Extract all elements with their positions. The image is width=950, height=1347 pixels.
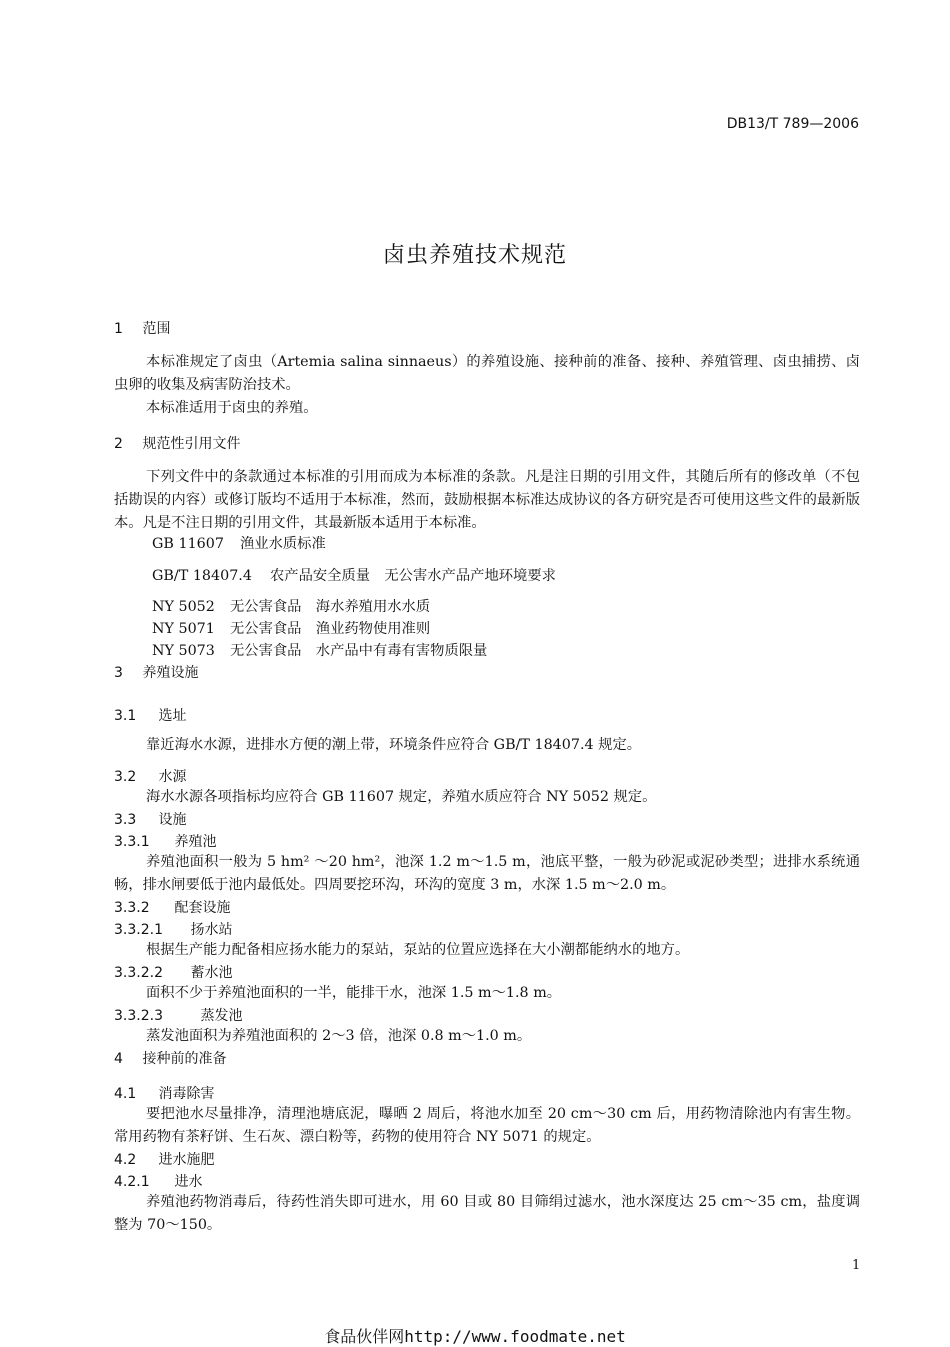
- reference-title: 无公害食品 水产品中有毒有害物质限量: [230, 643, 488, 659]
- section-title: 养殖池: [174, 834, 217, 850]
- footer-site-name: 食品伙伴网: [324, 1327, 405, 1346]
- section-number: 4: [114, 1051, 123, 1067]
- section-number: 3.2: [114, 769, 137, 785]
- subsection-4-1-heading: [114, 1083, 214, 1103]
- document-title: 卤虫养殖技术规范: [382, 243, 567, 268]
- subsection-3-2-heading: [114, 766, 186, 786]
- subsection-3-3-2-3-paragraph: 蒸发池面积为养殖池面积的 2～3 倍，池深 0.8 m～1.0 m。: [146, 1028, 532, 1044]
- subsection-3-3-2-2-paragraph: 面积不少于养殖池面积的一半，能排干水，池深 1.5 m～1.8 m。: [146, 985, 562, 1001]
- section-number: 3.1: [114, 708, 137, 724]
- section-1-paragraph-2: 本标准适用于卤虫的养殖。: [146, 400, 318, 416]
- reference-item: [152, 640, 487, 660]
- reference-code: NY 5073: [152, 643, 215, 659]
- section-number: 3: [114, 665, 123, 681]
- section-number: 4.2: [114, 1152, 137, 1168]
- subsection-3-3-2-1-heading: [114, 919, 232, 939]
- section-3-heading: [114, 662, 198, 682]
- subsection-3-3-1-paragraph: 养殖池面积一般为 5 hm² ～20 hm²，池深 1.2 m～1.5 m，池底平整，一般为砂泥或泥砂类型；进排水系统通畅，排水闸要低于池内最低处。四周要挖环沟，环沟的宽度 3 m，水深 1.5 m～2.0 m。: [114, 854, 860, 893]
- section-title: 消毒除害: [158, 1086, 215, 1102]
- subsection-3-1-paragraph: 靠近海水水源，进排水方便的潮上带，环境条件应符合 GB/T 18407.4 规定。: [146, 737, 642, 753]
- reference-item: [152, 596, 430, 616]
- reference-item: [152, 533, 326, 553]
- subsection-3-3-2-2-heading: [114, 962, 232, 982]
- section-1-paragraph-1: 本标准规定了卤虫（Artemia salina sinnaeus）的养殖设施、接种前的准备、接种、养殖管理、卤虫捕捞、卤虫卵的收集及病害防治技术。: [114, 354, 860, 393]
- reference-title: 无公害食品 渔业药物使用准则: [230, 621, 431, 637]
- subsection-3-3-heading: [114, 809, 186, 829]
- section-number: 3.3.2.3: [114, 1008, 163, 1024]
- subsection-4-2-heading: [114, 1149, 214, 1169]
- section-number: 3.3.2.1: [114, 922, 163, 938]
- section-number: 3.3: [114, 812, 137, 828]
- subsection-3-3-2-heading: [114, 897, 230, 917]
- section-title: 接种前的准备: [142, 1051, 227, 1067]
- reference-title: 农产品安全质量 无公害水产品产地环境要求: [270, 568, 556, 584]
- subsection-3-3-2-1-paragraph: 根据生产能力配备相应扬水能力的泵站，泵站的位置应选择在大小潮都能纳水的地方。: [146, 942, 690, 958]
- reference-title: 渔业水质标准: [240, 536, 326, 552]
- section-title: 蒸发池: [200, 1008, 243, 1024]
- section-title: 水源: [158, 769, 187, 785]
- section-number: 3.3.2: [114, 900, 150, 916]
- reference-code: NY 5052: [152, 599, 215, 615]
- section-title: 扬水站: [190, 922, 233, 938]
- section-number: 4.2.1: [114, 1174, 150, 1190]
- reference-code: NY 5071: [152, 621, 215, 637]
- footer-url[interactable]: http://www.foodmate.net: [404, 1327, 626, 1346]
- section-number: 2: [114, 436, 123, 452]
- section-title: 范围: [142, 321, 171, 337]
- section-title: 蓄水池: [190, 965, 233, 981]
- section-title: 选址: [158, 708, 187, 724]
- reference-title: 无公害食品 海水养殖用水水质: [230, 599, 431, 615]
- section-title: 进水: [174, 1174, 203, 1190]
- reference-code: GB/T 18407.4: [152, 568, 252, 584]
- subsection-3-2-paragraph: 海水水源各项指标均应符合 GB 11607 规定，养殖水质应符合 NY 5052 规定。: [146, 789, 657, 805]
- section-title: 规范性引用文件: [142, 436, 241, 452]
- page-number: 1: [852, 1258, 861, 1273]
- section-number: 1: [114, 321, 123, 337]
- reference-item: [152, 565, 556, 585]
- reference-item: [152, 618, 430, 638]
- standard-code: DB13/T 789—2006: [726, 116, 859, 132]
- subsection-3-3-1-heading: [114, 831, 216, 851]
- section-1-heading: [114, 318, 170, 338]
- section-2-paragraph: 下列文件中的条款通过本标准的引用而成为本标准的条款。凡是注日期的引用文件，其随后所有的修改单（不包括勘误的内容）或修订版均不适用于本标准，然而，鼓励根据本标准达成协议的各方研究是否可使用这些文件的最新版本。凡是不注日期的引用文件，其最新版本适用于本标准。: [114, 469, 860, 531]
- subsection-3-3-2-3-heading: [114, 1005, 242, 1025]
- section-title: 进水施肥: [158, 1152, 215, 1168]
- section-2-heading: [114, 433, 240, 453]
- section-title: 养殖设施: [142, 665, 199, 681]
- section-number: 3.3.2.2: [114, 965, 163, 981]
- section-title: 配套设施: [174, 900, 231, 916]
- section-number: 4.1: [114, 1086, 137, 1102]
- subsection-4-2-1-heading: [114, 1171, 202, 1191]
- section-number: 3.3.1: [114, 834, 150, 850]
- subsection-4-2-1-paragraph: 养殖池药物消毒后，待药性消失即可进水，用 60 目或 80 目筛绢过滤水，池水深度达 25 cm～35 cm，盐度调整为 70～150。: [114, 1194, 860, 1233]
- subsection-3-1-heading: [114, 705, 186, 725]
- section-title: 设施: [158, 812, 187, 828]
- subsection-4-1-paragraph: 要把池水尽量排净，清理池塘底泥，曝晒 2 周后，将池水加至 20 cm～30 cm 后，用药物清除池内有害生物。常用药物有茶籽饼、生石灰、漂白粉等，药物的使用符合 NY 5071 的规定。: [114, 1106, 860, 1145]
- section-4-heading: [114, 1048, 226, 1068]
- reference-code: GB 11607: [152, 536, 224, 552]
